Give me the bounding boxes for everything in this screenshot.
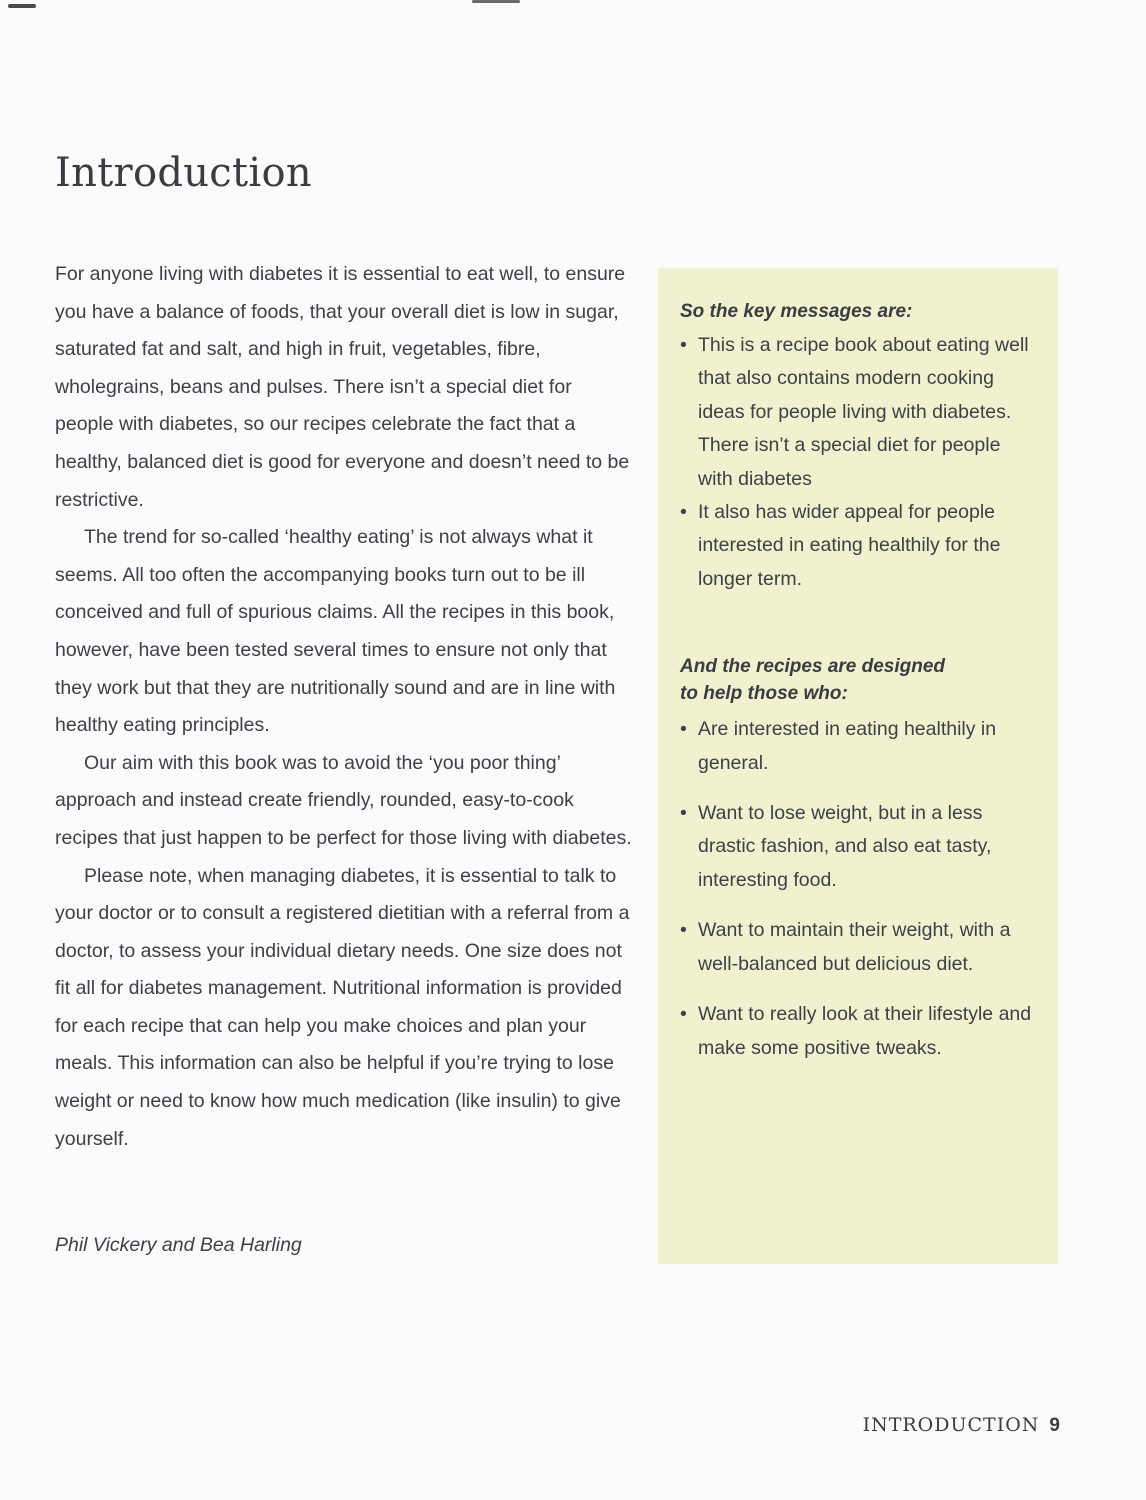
list-item: [680, 329, 1040, 496]
bullet-icon: •: [680, 718, 687, 741]
list-item: [680, 797, 1040, 897]
sidebar-heading-key-messages: So the key messages are:: [680, 301, 913, 322]
print-mark: [472, 0, 520, 3]
list-item: [680, 998, 1040, 1065]
key-messages-sidebar: [658, 268, 1058, 1264]
intro-body: [55, 256, 635, 1158]
list-item-text: Want to really look at their lifestyle and make some positive tweaks.: [698, 1003, 1032, 1059]
sidebar-heading-line: And the recipes are designed: [680, 656, 946, 678]
page-number: 9: [1049, 1415, 1060, 1436]
sidebar-content: [680, 298, 1040, 1065]
list-item: [680, 914, 1040, 981]
bullet-icon: •: [680, 501, 687, 524]
bullet-icon: •: [680, 1003, 687, 1026]
designed-for-list: [680, 713, 1040, 1065]
bullet-icon: •: [680, 334, 687, 356]
bullet-icon: •: [680, 919, 687, 942]
sidebar-heading-designed-for: [680, 653, 1040, 707]
list-item-text: This is a recipe book about eating well that also contains modern cooking ideas for people living with diabetes. There isn’t a special diet for people with diabetes: [698, 334, 1029, 490]
author-signature: Phil Vickery and Bea Harling: [55, 1234, 302, 1256]
bullet-icon: •: [680, 802, 687, 825]
key-messages-list: [680, 329, 1040, 596]
intro-paragraph-4: Please note, when managing diabetes, it is essential to talk to your doctor or to consult a registered dietitian with a referral from a doctor, to assess your individual dietary needs. One size does not fit all for diabetes management. Nutritional information is provided for each recipe that can help you make choices and plan your meals. This information can also be helpful if you’re trying to lose weight or need to know how much medication (like insulin) to give yourself.: [55, 864, 630, 1150]
running-footer: [863, 1414, 1060, 1437]
intro-paragraph-3: Our aim with this book was to avoid the ‘you poor thing’ approach and instead create friendly, rounded, easy-to-cook recipes that just happen to be perfect for those living with diabetes.: [55, 751, 632, 849]
intro-paragraph-1: For anyone living with diabetes it is essential to eat well, to ensure you have a balance of foods, that your overall diet is low in sugar, saturated fat and salt, and high in fruit, vegetables, fibre, wholegrains, beans and pulses. There isn’t a special diet for people with diabetes, so our recipes celebrate the fact that a healthy, balanced diet is good for everyone and doesn’t need to be restrictive.: [55, 263, 630, 511]
sidebar-heading-line: to help those who:: [680, 683, 848, 705]
intro-paragraph-2: The trend for so-called ‘healthy eating’ is not always what it seems. All too often the accompanying books turn out to be ill conceived and full of spurious claims. All the recipes in this book, however, have been tested several times to ensure not only that they work but that they are nutritionally sound and are in line with healthy eating principles.: [55, 526, 616, 737]
list-item-text: Are interested in eating healthily in general.: [698, 718, 997, 774]
list-item-text: Want to lose weight, but in a less drastic fashion, and also eat tasty, interesting food.: [698, 802, 992, 891]
footer-section-title: INTRODUCTION: [862, 1414, 1040, 1436]
list-item-text: Want to maintain their weight, with a well-balanced but delicious diet.: [698, 919, 1011, 975]
print-mark: [8, 4, 36, 8]
list-item-text: It also has wider appeal for people interested in eating healthily for the longer term.: [698, 501, 1001, 590]
page-title: Introduction: [55, 150, 312, 196]
list-item: [680, 496, 1040, 596]
list-item: [680, 713, 1040, 780]
